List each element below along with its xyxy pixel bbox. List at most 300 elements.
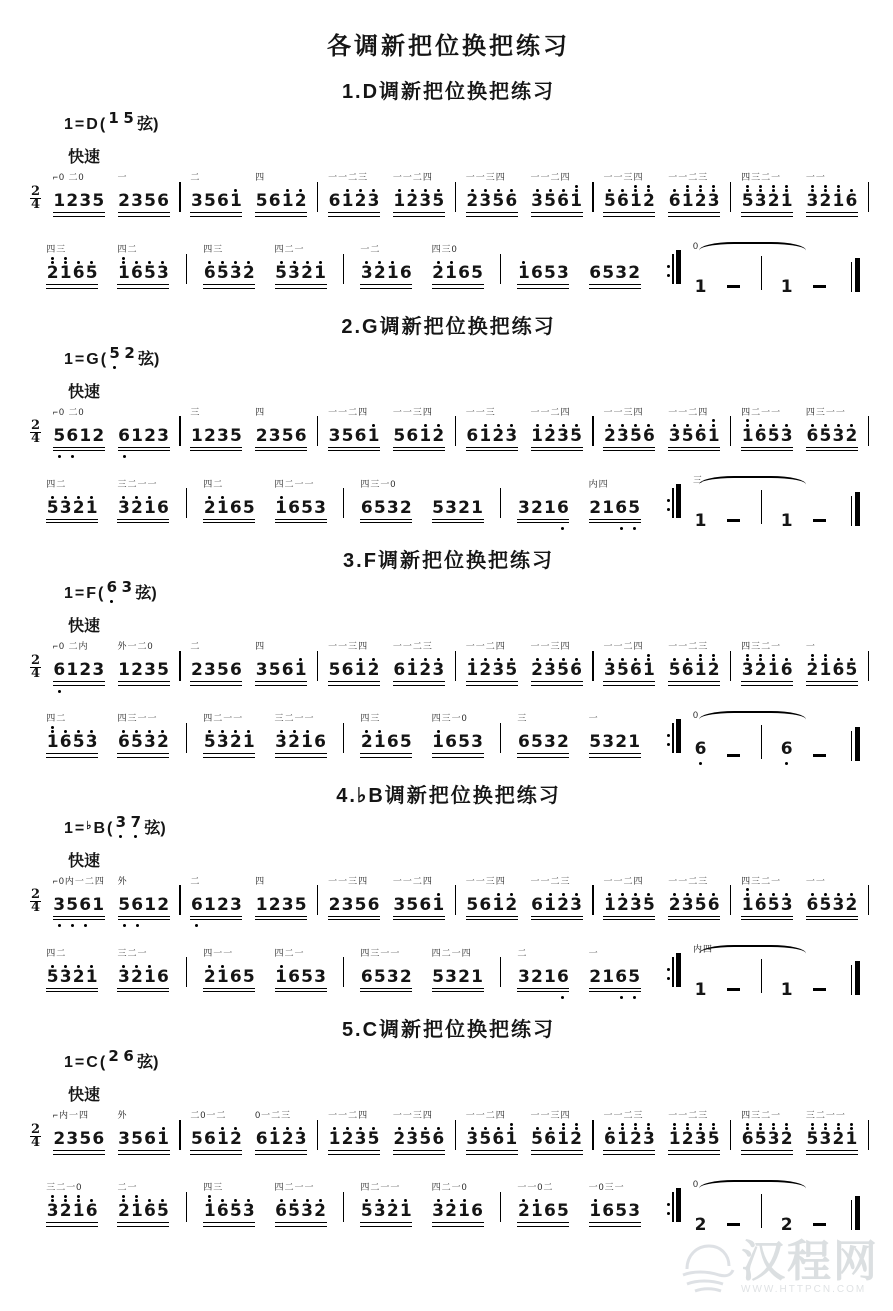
note: [131, 418, 144, 445]
octave-dot-cell: [314, 1227, 327, 1234]
note-digit: 6: [543, 1201, 556, 1221]
note-group: [275, 1181, 327, 1234]
octave-dot-cell: [386, 992, 399, 999]
octave-dot-cell: [367, 217, 380, 224]
key-tonic: 1: [64, 350, 73, 368]
note-digit: 6: [445, 732, 457, 752]
beam-line: [46, 753, 98, 754]
note-digit: 1: [780, 191, 793, 211]
note: [556, 1193, 569, 1220]
barline: [761, 725, 762, 759]
octave-dots-below-row: [275, 289, 327, 296]
note-group: [432, 478, 484, 531]
octave-dot-cell: [85, 289, 98, 296]
note: [458, 490, 471, 517]
note-digit: 1: [294, 660, 307, 680]
held-note: [780, 1207, 793, 1234]
octave-dot: [759, 185, 762, 188]
note: [668, 1121, 681, 1148]
key-equals: =: [74, 1054, 85, 1071]
octave-dot-cell: [845, 451, 858, 458]
octave-dot-cell: [255, 1155, 268, 1162]
octave-dots-below-row: [668, 920, 720, 927]
note-digits: [328, 1121, 380, 1148]
octave-dot-cell: [118, 1155, 131, 1162]
octave-dot-cell: [432, 289, 445, 296]
note: [216, 1193, 229, 1220]
note-digit: 1: [479, 425, 492, 446]
fingering-annotation: ⌐内一四: [52, 1110, 90, 1120]
ending-notes: [685, 709, 869, 765]
beam-line: [603, 447, 655, 448]
note-digits: [531, 418, 583, 445]
note-digit: 6: [602, 1201, 615, 1221]
note: [432, 1121, 445, 1148]
note: [118, 418, 131, 445]
octave-dot-cell: [819, 920, 832, 927]
note-digit: 1: [118, 263, 130, 283]
section-2: [28, 310, 869, 531]
note-group: [46, 243, 98, 296]
key-equals: =: [74, 819, 85, 837]
octave-dot-cell: [53, 920, 66, 927]
octave-dot: [712, 185, 715, 188]
octave-dot-cell: [341, 1155, 354, 1162]
note-digits: [118, 652, 170, 679]
note: [806, 1121, 819, 1148]
octave-dot-cell: [681, 686, 694, 693]
beam-line: [603, 916, 655, 917]
key-equals: =: [74, 585, 85, 602]
fingering-annotation: 一一二四: [603, 641, 644, 651]
octave-dot-cell: [79, 451, 92, 458]
note: [707, 887, 720, 914]
fingering-annotation: 二一: [117, 1182, 138, 1192]
octave-dot: [113, 366, 116, 369]
note: [466, 652, 479, 679]
note-digit: 5: [458, 732, 470, 752]
note-digit: 2: [754, 660, 767, 680]
note-group: [275, 947, 327, 1000]
octave-dot-cell: [328, 1155, 341, 1162]
octave-dot-cell: [668, 920, 681, 927]
note-digit: 2: [157, 894, 170, 915]
octave-dot-cell: [242, 758, 255, 765]
note-group: [117, 243, 169, 296]
fingering-annotation: 四三一一: [117, 713, 158, 723]
note: [754, 652, 767, 679]
note: [144, 183, 157, 210]
octave-dot-cell: [589, 992, 602, 999]
octave-dot-cell: [432, 523, 445, 530]
page-title: 各调新把位换把练习: [327, 33, 570, 60]
octave-dot-cell: [530, 523, 543, 530]
octave-dot-cell: [471, 1227, 484, 1234]
score-line: [30, 1109, 869, 1162]
octave-dots-below-row: [129, 831, 142, 838]
octave-dots-below-row: [531, 1155, 583, 1162]
note-digit: 2: [445, 1201, 457, 1221]
note-digit: 2: [432, 425, 445, 446]
octave-dot: [510, 1123, 513, 1126]
octave-dot-cell: [131, 686, 144, 693]
note: [517, 490, 530, 517]
note: [668, 652, 681, 679]
note: [556, 724, 569, 751]
fingering-annotation: [589, 243, 641, 255]
note-group: [117, 478, 169, 531]
note-digit: 3: [517, 497, 530, 518]
note: [216, 959, 229, 986]
open-string-note: [107, 1047, 120, 1072]
note-digit: 3: [255, 660, 268, 680]
note-digits: [53, 183, 105, 210]
note-group: [360, 243, 412, 296]
octave-dot-cell: [432, 1155, 445, 1162]
note: [288, 1193, 301, 1220]
fingering-annotation: 四三一一: [360, 947, 401, 958]
note: [255, 887, 268, 914]
fingering-annotation: 一一三四: [465, 875, 506, 886]
note-digits: [531, 1121, 583, 1148]
octave-dot-cell: [156, 289, 169, 296]
note: [629, 887, 642, 914]
note-digit: 1: [458, 1201, 470, 1221]
note-digit: 6: [367, 894, 380, 915]
octave-dots-below-row: [46, 523, 98, 530]
note-digits: [603, 887, 655, 914]
dash-rest: [813, 285, 826, 288]
note-digit: 6: [458, 263, 470, 283]
note-digit: 1: [466, 660, 479, 680]
octave-dots-below-row: [517, 289, 569, 296]
time-signature-top: 2: [30, 652, 41, 668]
note: [373, 724, 386, 751]
note-digit: 6: [131, 894, 144, 915]
time-signature: [30, 652, 41, 681]
octave-dot-cell: [570, 217, 583, 224]
octave-dot: [837, 1123, 840, 1126]
note-digit: 6: [386, 732, 399, 752]
note: [46, 1193, 59, 1220]
octave-dot-cell: [419, 920, 432, 927]
note-digits: [46, 724, 98, 751]
note-digit: 5: [819, 894, 832, 915]
note: [216, 887, 229, 914]
note-group: [275, 478, 327, 531]
note-digit: 1: [445, 263, 457, 283]
note: [341, 418, 354, 445]
note: [780, 1121, 793, 1148]
note-digit: 1: [530, 1201, 543, 1221]
octave-dot-cell: [281, 686, 294, 693]
octave-dot-cell: [603, 451, 616, 458]
barline-thick: [855, 492, 860, 526]
repeat-end-sign: [667, 953, 681, 987]
note-digit: 6: [466, 425, 479, 446]
octave-dot-cell: [615, 1227, 628, 1234]
octave-dot-cell: [203, 523, 216, 530]
octave-dot-cell: [616, 686, 629, 693]
tempo-marking: 快速: [68, 149, 101, 166]
measure: [43, 875, 179, 928]
octave-dot-cell: [190, 686, 203, 693]
note: [419, 183, 432, 210]
held-note: [780, 972, 793, 999]
beam-line: [393, 447, 445, 448]
note: [616, 887, 629, 914]
octave-dot-cell: [754, 920, 767, 927]
note-digit: 1: [217, 1129, 229, 1149]
note-digit: 5: [328, 660, 341, 680]
note-digits: [589, 490, 641, 517]
note-group: [517, 1181, 569, 1234]
measure: [181, 875, 317, 928]
note: [118, 652, 131, 679]
note-digit: 5: [479, 1129, 492, 1149]
octave-dot-cell: [570, 686, 583, 693]
note: [373, 959, 386, 986]
barline-thick: [676, 484, 681, 518]
octave-dot-cell: [92, 686, 105, 693]
note: [589, 1193, 602, 1220]
repeat-dots: [667, 499, 670, 511]
paren-close-string-label: 弦): [137, 116, 159, 133]
note: [143, 255, 156, 282]
note-digit: 1: [832, 191, 845, 211]
flat-sign: ♭: [86, 819, 92, 832]
note-digit: 3: [570, 894, 582, 915]
octave-dot-cell: [294, 1155, 307, 1162]
tie-arc: [699, 242, 806, 259]
note: [367, 183, 380, 210]
beam-line: [668, 681, 720, 682]
note-digit: 1: [66, 660, 79, 680]
fingering-annotation: 四: [255, 641, 266, 651]
octave-dot: [746, 888, 749, 891]
note-digit: 3: [118, 966, 130, 987]
note-digit: 2: [694, 1214, 707, 1235]
note: [544, 1121, 557, 1148]
note-digit: 2: [589, 497, 602, 518]
beam-line: [393, 1150, 445, 1151]
note: [130, 724, 143, 751]
note: [615, 1193, 628, 1220]
octave-dot-cell: [107, 127, 120, 134]
note: [66, 652, 79, 679]
octave-dot: [64, 1195, 67, 1198]
fingering-annotation: 四三二一: [741, 875, 782, 886]
note-digit: 1: [432, 732, 444, 752]
note: [602, 1193, 615, 1220]
note: [754, 183, 767, 210]
barline: [761, 490, 762, 524]
octave-dot-cell: [144, 217, 157, 224]
fingering-annotation: 四二: [46, 713, 67, 723]
note: [602, 255, 615, 282]
note-digits: [806, 1121, 858, 1148]
note-digit: 5: [393, 425, 406, 446]
note-digit: 5: [268, 660, 281, 680]
note-digit: 5: [229, 1201, 242, 1221]
time-signature-bottom: 4: [30, 431, 41, 446]
note-digit: 6: [281, 660, 294, 680]
note-digit: 3: [432, 1201, 444, 1221]
note-digits: [275, 959, 327, 986]
fingering-annotation: 四二一一: [203, 713, 244, 723]
octave-dot: [772, 654, 775, 657]
note-digit: 5: [301, 966, 313, 987]
beam-line: [668, 447, 720, 448]
fingering-annotation: 一一三四: [328, 641, 369, 651]
note-digit: 3: [819, 1129, 832, 1149]
paren-open: (: [99, 1054, 106, 1071]
note: [471, 255, 484, 282]
note-digit: 1: [393, 191, 406, 211]
note-digit: 2: [118, 1201, 130, 1221]
octave-dots-below-row: [117, 758, 169, 765]
note-digit: 5: [373, 966, 386, 987]
note-digit: 1: [314, 263, 326, 283]
octave-dots-below-row: [275, 523, 327, 530]
octave-dot-cell: [85, 523, 98, 530]
octave-dot-cell: [301, 992, 314, 999]
note-digit: 1: [144, 894, 157, 915]
octave-dot-cell: [642, 451, 655, 458]
note-digit: 1: [681, 191, 694, 211]
beam-line: [806, 681, 858, 682]
note: [642, 1121, 655, 1148]
note-digit: 5: [217, 660, 229, 680]
note-digit: 6: [694, 425, 707, 446]
beam-line: [466, 212, 518, 213]
octave-dot-cell: [118, 217, 131, 224]
note-digits: [190, 887, 242, 914]
octave-dot-cell: [92, 920, 105, 927]
octave-dot-cell: [190, 1155, 203, 1162]
note: [144, 1121, 157, 1148]
octave-dots-below-row: [589, 992, 641, 999]
fingering-annotation: 四二一0: [431, 1182, 468, 1192]
note-digit: 3: [445, 966, 457, 987]
repeat-dot: [667, 265, 670, 268]
fingering-annotation: 一一二四: [328, 1110, 369, 1120]
octave-dot-cell: [845, 1155, 858, 1162]
note-digit: 3: [741, 660, 754, 680]
beam-line: [589, 753, 641, 754]
octave-dot-cell: [543, 992, 556, 999]
octave-dot-cell: [118, 686, 131, 693]
barline: [761, 256, 762, 290]
octave-dot-cell: [530, 289, 543, 296]
note: [471, 724, 484, 751]
note-digit: 1: [85, 966, 98, 987]
note-digit: 6: [556, 497, 569, 518]
note-digit: 3: [191, 191, 203, 211]
octave-dot-cell: [642, 686, 655, 693]
note: [466, 1121, 479, 1148]
octave-dot-cell: [216, 523, 229, 530]
octave-dot-cell: [616, 217, 629, 224]
octave-dot-cell: [59, 523, 72, 530]
note: [399, 724, 412, 751]
octave-dot-cell: [367, 920, 380, 927]
note-group: [603, 1109, 655, 1162]
tempo-marking: 快速: [68, 1087, 101, 1104]
fingering-annotation: 内四: [692, 944, 713, 954]
octave-dot-cell: [458, 758, 471, 765]
note-digit: 5: [570, 425, 582, 446]
note: [328, 652, 341, 679]
note-group: [203, 243, 255, 296]
octave-dots-below-row: [203, 758, 255, 765]
fingering-annotation: 一一: [805, 172, 826, 182]
note-digits: [466, 652, 518, 679]
octave-dot: [772, 185, 775, 188]
note-group: [360, 947, 412, 1000]
octave-dot-cell: [354, 451, 367, 458]
octave-dot-cell: [492, 217, 505, 224]
note: [570, 418, 583, 445]
note-digit: 5: [589, 732, 602, 752]
note: [419, 887, 432, 914]
octave-dots-below-row: [780, 758, 793, 765]
fingering-annotation: 四三一0: [360, 478, 397, 489]
note-digit: 5: [203, 732, 216, 752]
fingering-annotation: 内四: [588, 478, 609, 489]
measure: [594, 1109, 730, 1162]
note: [354, 1121, 367, 1148]
note: [741, 183, 754, 210]
note-digit: 6: [314, 732, 326, 752]
octave-dot-cell: [46, 289, 59, 296]
note-digit: 3: [66, 1129, 79, 1149]
note: [242, 255, 255, 282]
beam-line: [255, 1150, 307, 1151]
note-digits: [118, 1121, 170, 1148]
octave-dot: [122, 257, 125, 260]
octave-dot-cell: [754, 686, 767, 693]
beam-line: [360, 988, 412, 989]
octave-dot-cell: [46, 758, 59, 765]
note: [46, 490, 59, 517]
note-digit: 3: [367, 191, 380, 211]
octave-dot-cell: [53, 451, 66, 458]
repeat-end-sign: [667, 250, 681, 284]
note-digit: 5: [754, 1129, 767, 1149]
fingering-annotation: 外一二0: [117, 641, 154, 651]
note-digit: 2: [373, 263, 386, 283]
octave-dot: [123, 455, 126, 458]
dash-rest: [727, 754, 740, 757]
octave-dot-cell: [399, 758, 412, 765]
note-digit: 6: [328, 191, 341, 211]
note-digit: 2: [124, 343, 135, 362]
note-digits: [360, 724, 412, 751]
note-digit: 1: [203, 1201, 216, 1221]
note-digit: 2: [294, 191, 307, 211]
octave-dot-cell: [471, 523, 484, 530]
note-digit: 1: [216, 966, 229, 987]
note: [544, 418, 557, 445]
note-digit: 3: [556, 263, 569, 283]
note-digit: 6: [681, 660, 694, 680]
note: [216, 183, 229, 210]
note: [59, 1193, 72, 1220]
beam-line: [46, 1222, 98, 1223]
octave-dots-below-row: [531, 686, 583, 693]
note: [543, 724, 556, 751]
